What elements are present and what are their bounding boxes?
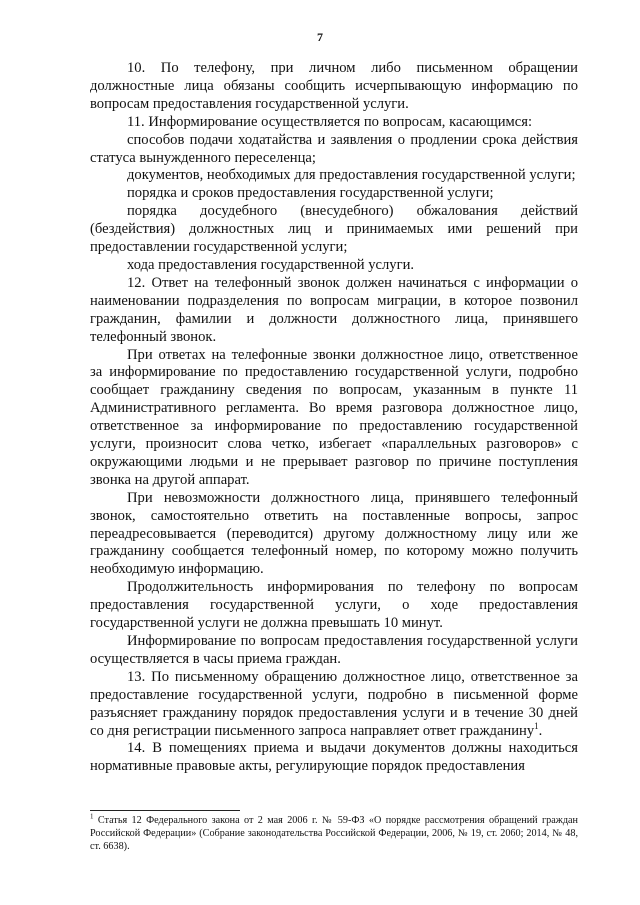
paragraph-13-text: 13. По письменному обращению должностное лицо, ответственное за предоставление государственной услуги, подробно в письменной форме разъясняет гражданину порядок предоставления услуги и в течение 30 дней со дня регистрации письменного запроса направляет ответ гражданину xyxy=(90,668,578,739)
paragraph-office-hours: Информирование по вопросам предоставления государственной услуги осуществляется в часы приема граждан. xyxy=(90,633,578,667)
list-item-service-progress: хода предоставления государственной услуги. xyxy=(127,256,415,273)
footnote-divider xyxy=(90,810,240,811)
page-number: 7 xyxy=(317,30,323,44)
footnote-marker: 1 xyxy=(90,812,94,821)
paragraph-11: 11. Информирование осуществляется по вопросам, касающимся: xyxy=(127,113,533,130)
footnote-text: Статья 12 Федерального закона от 2 мая 2006 г. № 59-ФЗ «О порядке рассмотрения обращений граждан Российской Федерации» (Собрание законодательства Российской Федерации, 2006, № 19, ст. 2060; 2014, № 48, ст. 6638). xyxy=(90,815,578,852)
document-body xyxy=(90,60,578,776)
list-item-submission-methods: способов подачи ходатайства и заявления о продлении срока действия статуса вынужденного переселенца; xyxy=(90,131,578,166)
paragraph-10: 10. По телефону, при личном либо письменном обращении должностные лица обязаны сообщить исчерпывающую информацию по вопросам предоставления государственной услуги. xyxy=(90,60,578,112)
list-item-appeal-procedure: порядка досудебного (внесудебного) обжалования действий (бездействия) должностных лиц и принимаемых ими решений при предоставлении государственной услуги; xyxy=(90,203,578,256)
list-item-required-documents: документов, необходимых для предоставления государственной услуги; xyxy=(127,167,576,184)
paragraph-phone-redirect: При невозможности должностного лица, принявшего телефонный звонок, самостоятельно ответить на поставленные вопросы, запрос переадресовывается (переводится) другому должностному лицу или же гражданину сообщается телефонный номер, по которому можно получить необходимую информацию. xyxy=(90,489,578,578)
footnote-reference[interactable]: 1 xyxy=(534,720,539,731)
list-item-procedure-terms: порядка и сроков предоставления государственной услуги; xyxy=(127,185,494,202)
paragraph-13: 13. По письменному обращению должностное лицо, ответственное за предоставление государственной услуги, подробно в письменной форме разъясняет гражданину порядок предоставления услуги и в течение 30 дней со дня регистрации письменного запроса направляет ответ гражданину$^1$. xyxy=(90,668,578,739)
paragraph-phone-duration: Продолжительность информирования по телефону по вопросам предоставления государственной услуги, о ходе предоставления государственной услуги не должна превышать 10 минут. xyxy=(90,579,578,632)
footnote xyxy=(90,814,578,853)
paragraph-14: 14. В помещениях приема и выдачи документов должны находиться нормативные правовые акты, регулирующие порядок предоставления xyxy=(90,740,578,775)
paragraph-phone-answers: При ответах на телефонные звонки должностное лицо, ответственное за информирование по предоставлению государственной услуги, подробно сообщает гражданину сведения по вопросам, указанным в пункте 11 Административного регламента. Во время разговора должностное лицо, ответственное за информирование по предоставлению государственной услуги, произносит слова четко, избегает «параллельных разговоров» с окружающими людьми и не прерывает разговор по причине поступления звонка на другой аппарат. xyxy=(90,346,578,488)
paragraph-12: 12. Ответ на телефонный звонок должен начинаться с информации о наименовании подразделения по вопросам миграции, в которое позвонил гражданин, фамилии и должности должностного лица, принявшего телефонный звонок. xyxy=(90,274,578,345)
